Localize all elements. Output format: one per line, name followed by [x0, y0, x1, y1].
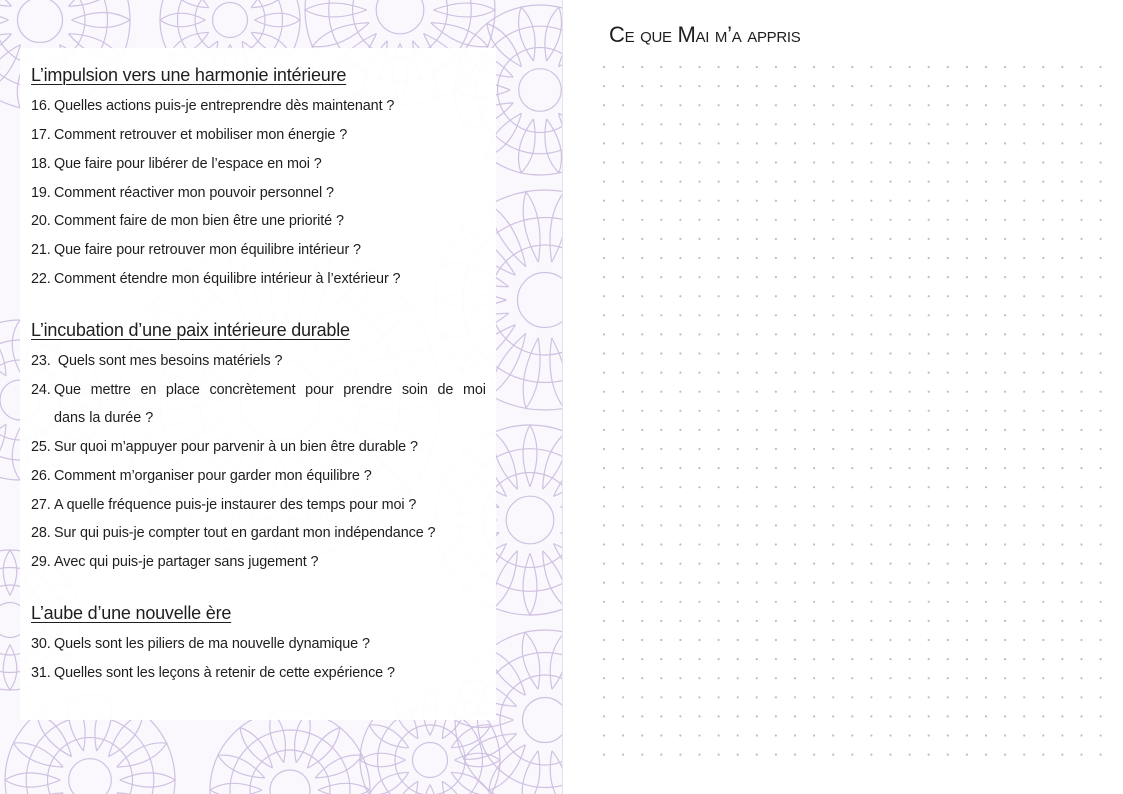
- question-number: 21.: [31, 242, 51, 258]
- question-27: [31, 497, 416, 513]
- question-text: Que mettre en place concrètement pour prendre soin de moi: [54, 382, 486, 398]
- question-28: [31, 525, 435, 541]
- question-30: [31, 636, 370, 652]
- question-number: 28.: [31, 525, 51, 541]
- question-text: Avec qui puis-je partager sans jugement ?: [54, 554, 319, 570]
- notes-page-title: Ce que Mai m’a appris: [609, 22, 801, 47]
- question-26: [31, 468, 372, 484]
- question-29: [31, 554, 318, 570]
- question-number: 19.: [31, 185, 51, 201]
- question-number: 24.: [31, 382, 51, 398]
- question-text: Sur quoi m’appuyer pour parvenir à un bien être durable ?: [54, 439, 418, 455]
- question-number: 31.: [31, 665, 51, 681]
- question-text: Quelles actions puis-je entreprendre dès maintenant ?: [54, 98, 395, 114]
- question-23: [31, 353, 282, 369]
- question-18: [31, 156, 322, 172]
- question-number: 17.: [31, 127, 51, 143]
- question-17: [31, 127, 347, 143]
- question-25: [31, 439, 418, 455]
- question-number: 26.: [31, 468, 51, 484]
- question-text: Quelles sont les leçons à retenir de cette expérience ?: [54, 665, 395, 681]
- question-24-continuation: dans la durée ?: [54, 410, 154, 426]
- right-page: [563, 0, 1123, 794]
- section-heading-incubation: L’incubation d’une paix intérieure durable: [31, 320, 350, 340]
- section-heading-impulsion: L’impulsion vers une harmonie intérieure: [31, 65, 347, 85]
- question-number: 22.: [31, 271, 51, 287]
- question-text: Que faire pour retrouver mon équilibre intérieur ?: [54, 242, 361, 258]
- question-number: 23.: [31, 353, 51, 369]
- question-text: Comment faire de mon bien être une priorité ?: [54, 213, 344, 229]
- question-number: 16.: [31, 98, 51, 114]
- question-22: [31, 271, 400, 287]
- question-21: [31, 242, 361, 258]
- question-19: [31, 185, 334, 201]
- question-number: 18.: [31, 156, 51, 172]
- question-number: 25.: [31, 439, 51, 455]
- question-number: 20.: [31, 213, 51, 229]
- question-number: 29.: [31, 554, 51, 570]
- question-24: [31, 382, 486, 398]
- question-text: Comment m’organiser pour garder mon équilibre ?: [54, 468, 372, 484]
- question-31: [31, 665, 395, 681]
- question-20: [31, 213, 344, 229]
- question-text: A quelle fréquence puis-je instaurer des temps pour moi ?: [54, 497, 417, 513]
- question-number: 27.: [31, 497, 51, 513]
- question-text: Quels sont mes besoins matériels ?: [54, 353, 283, 369]
- question-text: Comment étendre mon équilibre intérieur à l’extérieur ?: [54, 271, 401, 287]
- dot-grid: [563, 0, 1123, 794]
- question-text: Quels sont les piliers de ma nouvelle dynamique ?: [54, 636, 370, 652]
- question-text: Que faire pour libérer de l’espace en moi ?: [54, 156, 322, 172]
- question-text: Sur qui puis-je compter tout en gardant mon indépendance ?: [54, 525, 436, 541]
- question-number: 30.: [31, 636, 51, 652]
- section-heading-aube: L’aube d’une nouvelle ère: [31, 603, 232, 623]
- question-text: Comment réactiver mon pouvoir personnel ?: [54, 185, 334, 201]
- question-16: [31, 98, 394, 114]
- question-text: Comment retrouver et mobiliser mon énergie ?: [54, 127, 348, 143]
